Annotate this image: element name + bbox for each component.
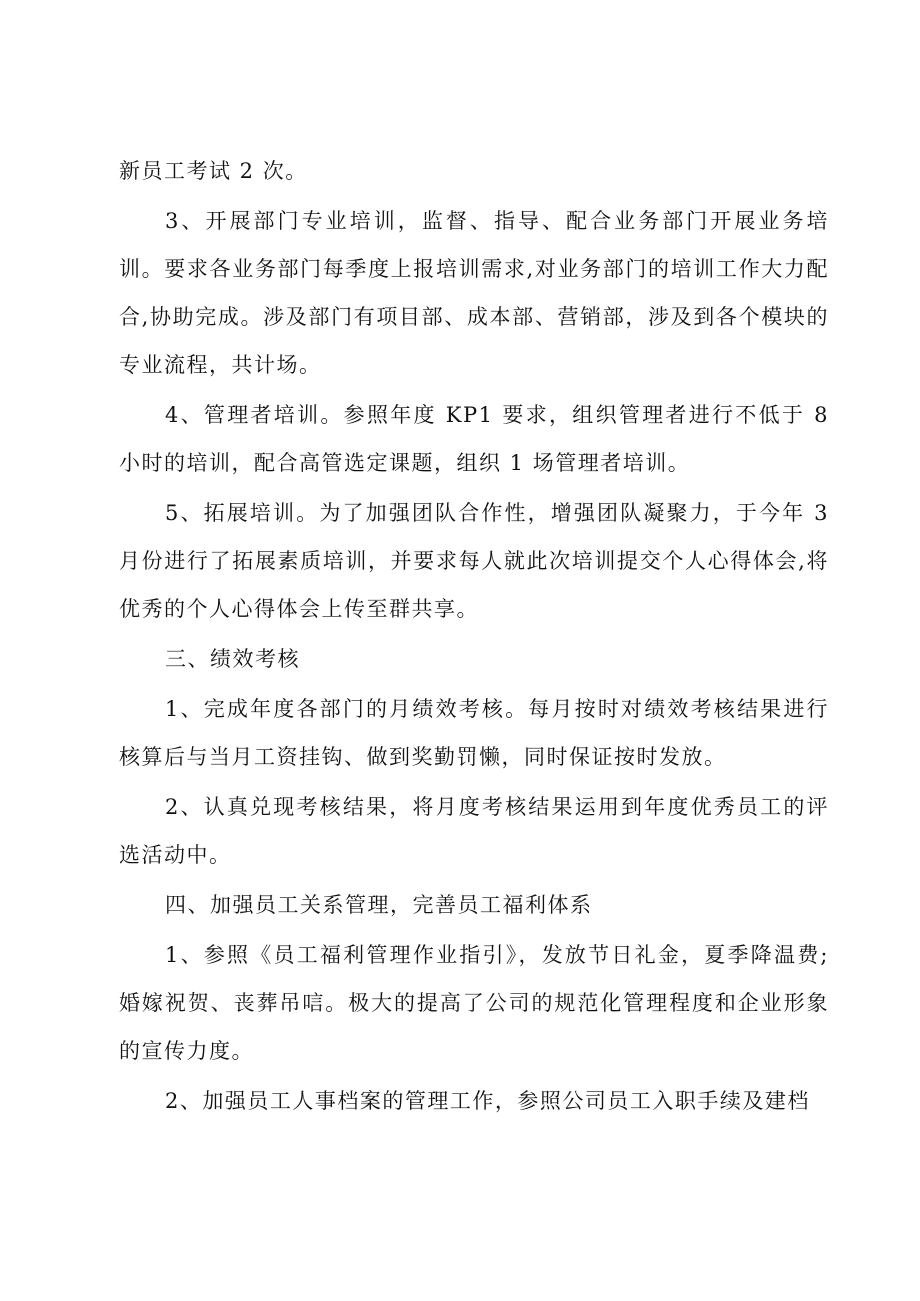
- paragraph-item-5-outward-training: 5、拓展培训。为了加强团队合作性，增强团队凝聚力，于今年 3 月份进行了拓展素质培训，并要求每人就此次培训提交个人心得体会,将优秀的个人心得体会上传至群共享。: [119, 501, 829, 621]
- paragraph-performance-item-1: 1、完成年度各部门的月绩效考核。每月按时对绩效考核结果进行核算后与当月工资挂钩、做到奖勤罚懒，同时保证按时发放。: [119, 697, 829, 769]
- paragraph-item-4-manager-training: 4、管理者培训。参照年度 KP1 要求，组织管理者进行不低于 8 小时的培训，配合高管选定课题，组织 1 场管理者培训。: [119, 403, 829, 475]
- paragraph-relations-item-2: 2、加强员工人事档案的管理工作，参照公司员工入职手续及建档: [165, 1089, 810, 1113]
- paragraph-continuation: 新员工考试 2 次。: [119, 159, 308, 183]
- document-body: [119, 147, 829, 1125]
- section-heading-employee-relations: 四、加强员工关系管理，完善员工福利体系: [165, 893, 593, 917]
- paragraph-item-3-department-training: 3、开展部门专业培训，监督、指导、配合业务部门开展业务培训。要求各业务部门每季度上报培训需求,对业务部门的培训工作大力配合,协助完成。涉及部门有项目部、成本部、营销部，涉及到各个模块的专业流程，共计场。: [119, 209, 829, 377]
- paragraph-performance-item-2: 2、认真兑现考核结果，将月度考核结果运用到年度优秀员工的评选活动中。: [119, 795, 829, 867]
- paragraph-relations-item-1: 1、参照《员工福利管理作业指引》，发放节日礼金，夏季降温费;婚嫁祝贺、丧葬吊唁。极大的提高了公司的规范化管理程度和企业形象的宣传力度。: [119, 943, 829, 1063]
- section-heading-performance: 三、绩效考核: [165, 647, 300, 671]
